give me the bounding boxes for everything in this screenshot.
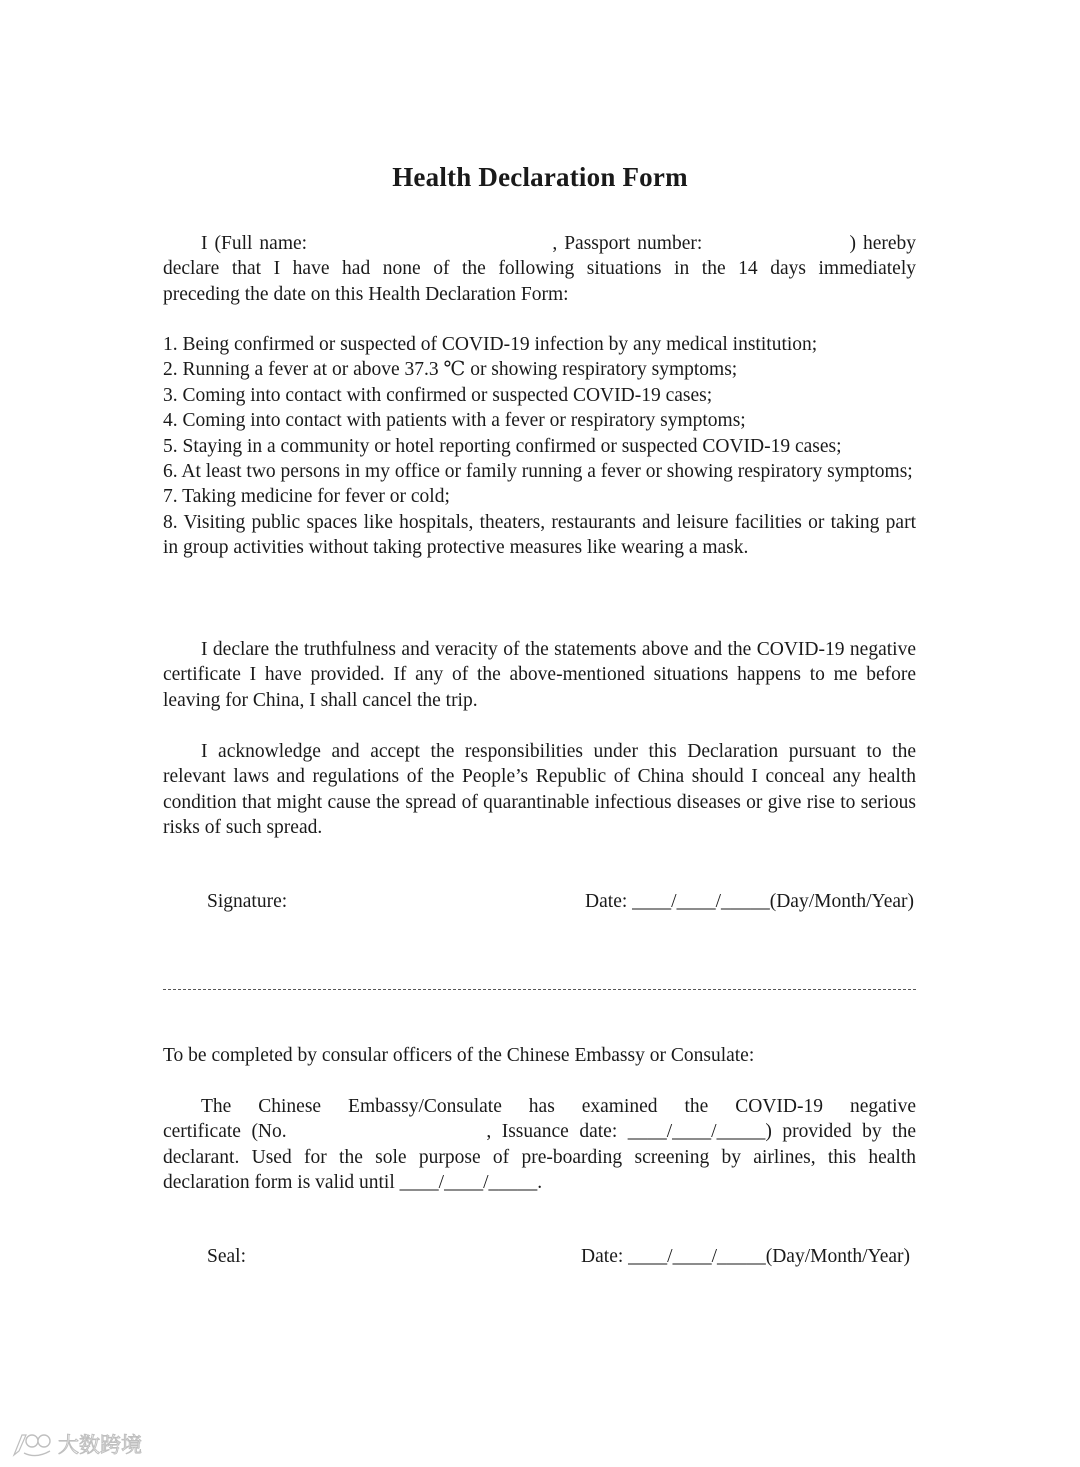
situations-list [163,332,916,561]
list-item: 1. Being confirmed or suspected of COVID-19 infection by any medical institution; [163,334,818,355]
seal-date-field[interactable]: Date: ____/____/_____(Day/Month/Year) [581,1246,910,1267]
officer-line: certificate (No. , Issuance date: ____/____/_____) provided by the [163,1121,916,1143]
officer-line: The Chinese Embassy/Consulate has examined the COVID-19 negative [201,1096,916,1117]
intro-line: I (Full name: , Passport number: ) hereby [201,233,916,254]
signature-date-field[interactable]: Date: ____/____/_____(Day/Month/Year) [585,891,914,912]
form-title: Health Declaration Form [392,162,688,192]
intro-line: preceding the date on this Health Declaration Form: [163,283,569,305]
list-item: 7. Taking medicine for fever or cold; [163,486,450,508]
watermark-text: 大数跨境 [58,1433,142,1457]
seal-field[interactable]: Seal: [207,1246,246,1267]
list-item: 2. Running a fever at or above 37.3 ℃ or showing respiratory symptoms; [163,359,738,381]
watermark [10,1429,142,1459]
list-item: 3. Coming into contact with confirmed or suspected COVID-19 cases; [163,384,713,406]
officer-line: declarant. Used for the sole purpose of pre-boarding screening by airlines, this health [163,1146,916,1168]
intro-paragraph [163,231,916,307]
dashed-divider [163,989,916,990]
list-item: 4. Coming into contact with patients with a fever or respiratory symptoms; [163,410,746,432]
signature-field[interactable]: Signature: [207,891,288,912]
officer-line: declaration form is valid until ____/____/_____. [163,1172,543,1194]
list-item: 6. At least two persons in my office or family running a fever or showing respiratory symptoms; [163,461,913,483]
officer-paragraph [163,1094,916,1196]
officer-section-heading: To be completed by consular officers of the Chinese Embassy or Consulate: [163,1045,755,1066]
responsibility-declaration: I acknowledge and accept the responsibilities under this Declaration pursuant to the relevant laws and regulations of the People’s Republic of China should I conceal any health condition that might cause the spread of quarantinable infectious diseases or give rise to serious risks of such spread. [163,741,916,839]
list-item: 5. Staying in a community or hotel reporting confirmed or suspected COVID-19 cases; [163,435,842,457]
list-item: 8. Visiting public spaces like hospitals, theaters, restaurants and leisure facilities or taking part in group activities without taking protective measures like wearing a mask. [163,511,916,559]
watermark-logo-icon [10,1429,54,1459]
intro-line: declare that I have had none of the following situations in the 14 days immediately [163,258,916,280]
truthfulness-declaration: I declare the truthfulness and veracity of the statements above and the COVID-19 negative certificate I have provided. If any of the above-mentioned situations happens to me before leaving for China, I shall cancel the trip. [163,639,916,711]
